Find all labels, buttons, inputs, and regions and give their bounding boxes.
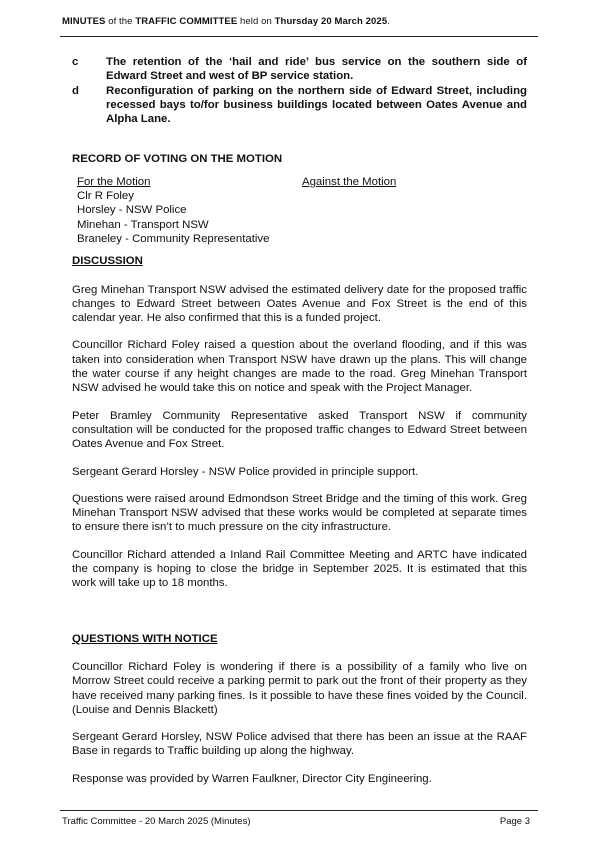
footer-document-title: Traffic Committee - 20 March 2025 (Minutes) — [62, 816, 251, 827]
question-paragraph: Response was provided by Warren Faulkner, Director City Engineering. — [72, 772, 432, 785]
for-motion-column — [77, 175, 302, 246]
motion-item-letter: d — [72, 84, 79, 97]
voter-name: Horsley - NSW Police — [77, 204, 187, 217]
discussion-paragraph: Greg Minehan Transport NSW advised the estimated delivery date for the proposed traffic changes to Edward Street between Oates Avenue and Fox Street is the end of this calendar year. He also confirmed that this is a funded project. — [72, 283, 527, 325]
for-motion-label: For the Motion — [77, 175, 151, 188]
voter-name: Minehan - Transport NSW — [77, 218, 209, 231]
discussion-paragraph: Peter Bramley Community Representative asked Transport NSW if community consultation will be conducted for the proposed traffic changes to Edward Street between Oates Avenue and Fox Street. — [72, 409, 527, 451]
voter-name: Clr R Foley — [77, 190, 134, 203]
page-header — [62, 16, 532, 27]
header-of-the: of the — [105, 16, 136, 27]
header-period: . — [387, 16, 390, 27]
motion-item-text: Reconfiguration of parking on the northern side of Edward Street, including recessed bays to/for business buildings located between Oates Avenue and Alpha Lane. — [106, 84, 527, 126]
minutes-content — [72, 55, 527, 786]
motion-item-text: The retention of the ‘hail and ride’ bus service on the southern side of Edward Street and west of BP service station. — [106, 56, 527, 83]
discussion-paragraph: Sergeant Gerard Horsley - NSW Police provided in principle support. — [72, 465, 419, 478]
header-minutes: MINUTES — [62, 16, 106, 27]
motion-item-d — [72, 84, 527, 127]
motion-item-letter: c — [72, 56, 79, 68]
header-held-on: held on — [237, 16, 275, 27]
discussion-paragraph: Councillor Richard attended a Inland Rail Committee Meeting and ARTC have indicated the company is hoping to close the bridge in September 2025. It is estimated that this work will take up to 18 months. — [72, 548, 527, 590]
voter-name: Braneley - Community Representative — [77, 232, 270, 245]
against-motion-column — [302, 175, 527, 246]
page-footer — [60, 810, 538, 827]
discussion-title: DISCUSSION — [72, 255, 143, 268]
page-number: Page 3 — [499, 816, 530, 827]
question-paragraph: Councillor Richard Foley is wondering if there is a possibility of a family who live on Morrow Street could receive a parking permit to park out the front of their property as they have received many parking fines. Is it possible to have these fines voided by the Council. (Louise and Dennis Blackett) — [72, 660, 527, 716]
voting-record — [77, 175, 527, 246]
questions-with-notice-title: QUESTIONS WITH NOTICE — [72, 632, 218, 645]
motion-item-c — [72, 55, 527, 84]
question-paragraph: Sergeant Gerard Horsley, NSW Police advised that there has been an issue at the RAAF Base in regards to Traffic building up along the highway. — [72, 731, 527, 758]
header-date: Thursday 20 March 2025 — [274, 16, 388, 27]
discussion-paragraph: Councillor Richard Foley raised a question about the overland flooding, and if this was taken into consideration when Transport NSW have drawn up the plans. This will change the water course if any height changes are made to the road. Greg Minehan Transport NSW advised he would take this on notice and speak with the Project Manager. — [72, 339, 527, 395]
discussion-paragraph: Questions were raised around Edmondson Street Bridge and the timing of this work. Greg Minehan Transport NSW advised that these works would be completed at separate times to ensure there isn’t to much pressure on the city infrastructure. — [72, 492, 527, 534]
header-divider — [60, 36, 538, 37]
voting-record-title: RECORD OF VOTING ON THE MOTION — [72, 153, 283, 166]
against-motion-label: Against the Motion — [302, 175, 397, 188]
header-committee: TRAFFIC COMMITTEE — [135, 16, 238, 27]
